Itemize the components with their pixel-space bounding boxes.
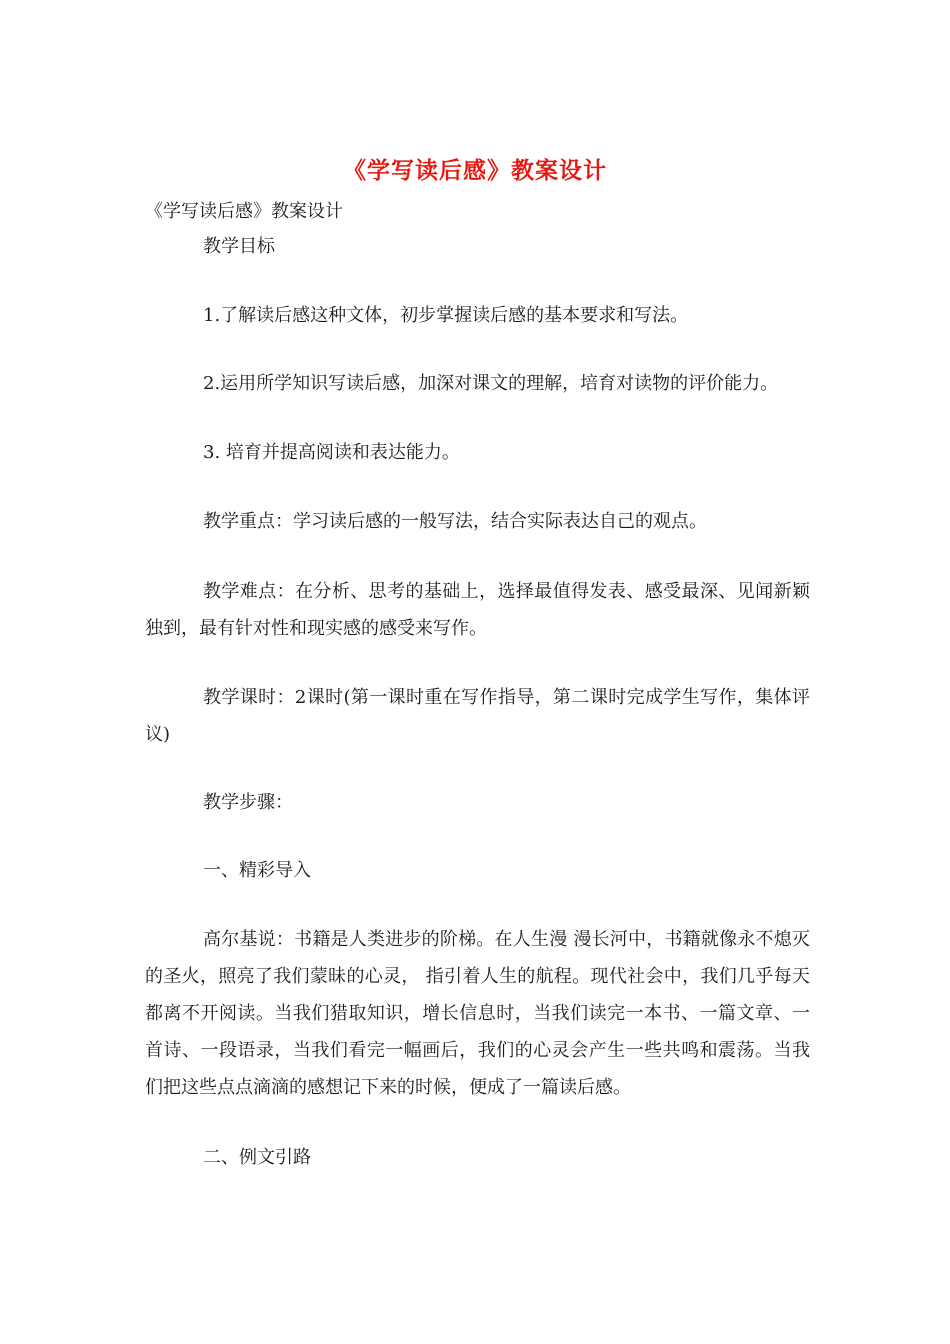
intro-paragraph: 高尔基说：书籍是人类进步的阶梯。在人生漫 漫长河中，书籍就像永不熄灭的圣火，照亮了我们蒙昧的心灵， 指引着人生的航程。现代社会中，我们几乎每天都离不开阅读。当我们猎取知识，增长信息时，当我们读完一本书、一篇文章、一首诗、一段语录，当我们看完一幅画后，我们的心灵会产生一些共鸣和震荡。当我们把这些点点滴滴的感想记下来的时候，便成了一篇读后感。 (145, 929, 810, 1098)
teaching-focus: 教学重点：学习读后感的一般写法，结合实际表达自己的观点。 (203, 511, 707, 532)
teaching-difficulty: 教学难点：在分析、思考的基础上，选择最值得发表、感受最深、见闻新颖独到，最有针对性和现实感的感受来写作。 (145, 581, 810, 639)
document-title: 《学写读后感》教案设计 (343, 157, 607, 184)
document-subtitle: 《学写读后感》教案设计 (145, 201, 343, 222)
objective-item-2: 2.运用所学知识写读后感，加深对课文的理解，培育对读物的评价能力。 (203, 373, 779, 394)
section-heading-example: 二、例文引路 (203, 1147, 311, 1168)
teaching-steps-heading: 教学步骤： (203, 792, 293, 813)
section-heading-objectives: 教学目标 (203, 236, 275, 257)
objective-item-1: 1.了解读后感这种文体，初步掌握读后感的基本要求和写法。 (203, 305, 689, 326)
teaching-hours: 教学课时：2课时(第一课时重在写作指导，第二课时完成学生写作，集体评议) (145, 687, 810, 745)
objective-item-3: 3. 培育并提高阅读和表达能力。 (203, 442, 460, 463)
section-heading-intro: 一、精彩导入 (203, 860, 311, 881)
